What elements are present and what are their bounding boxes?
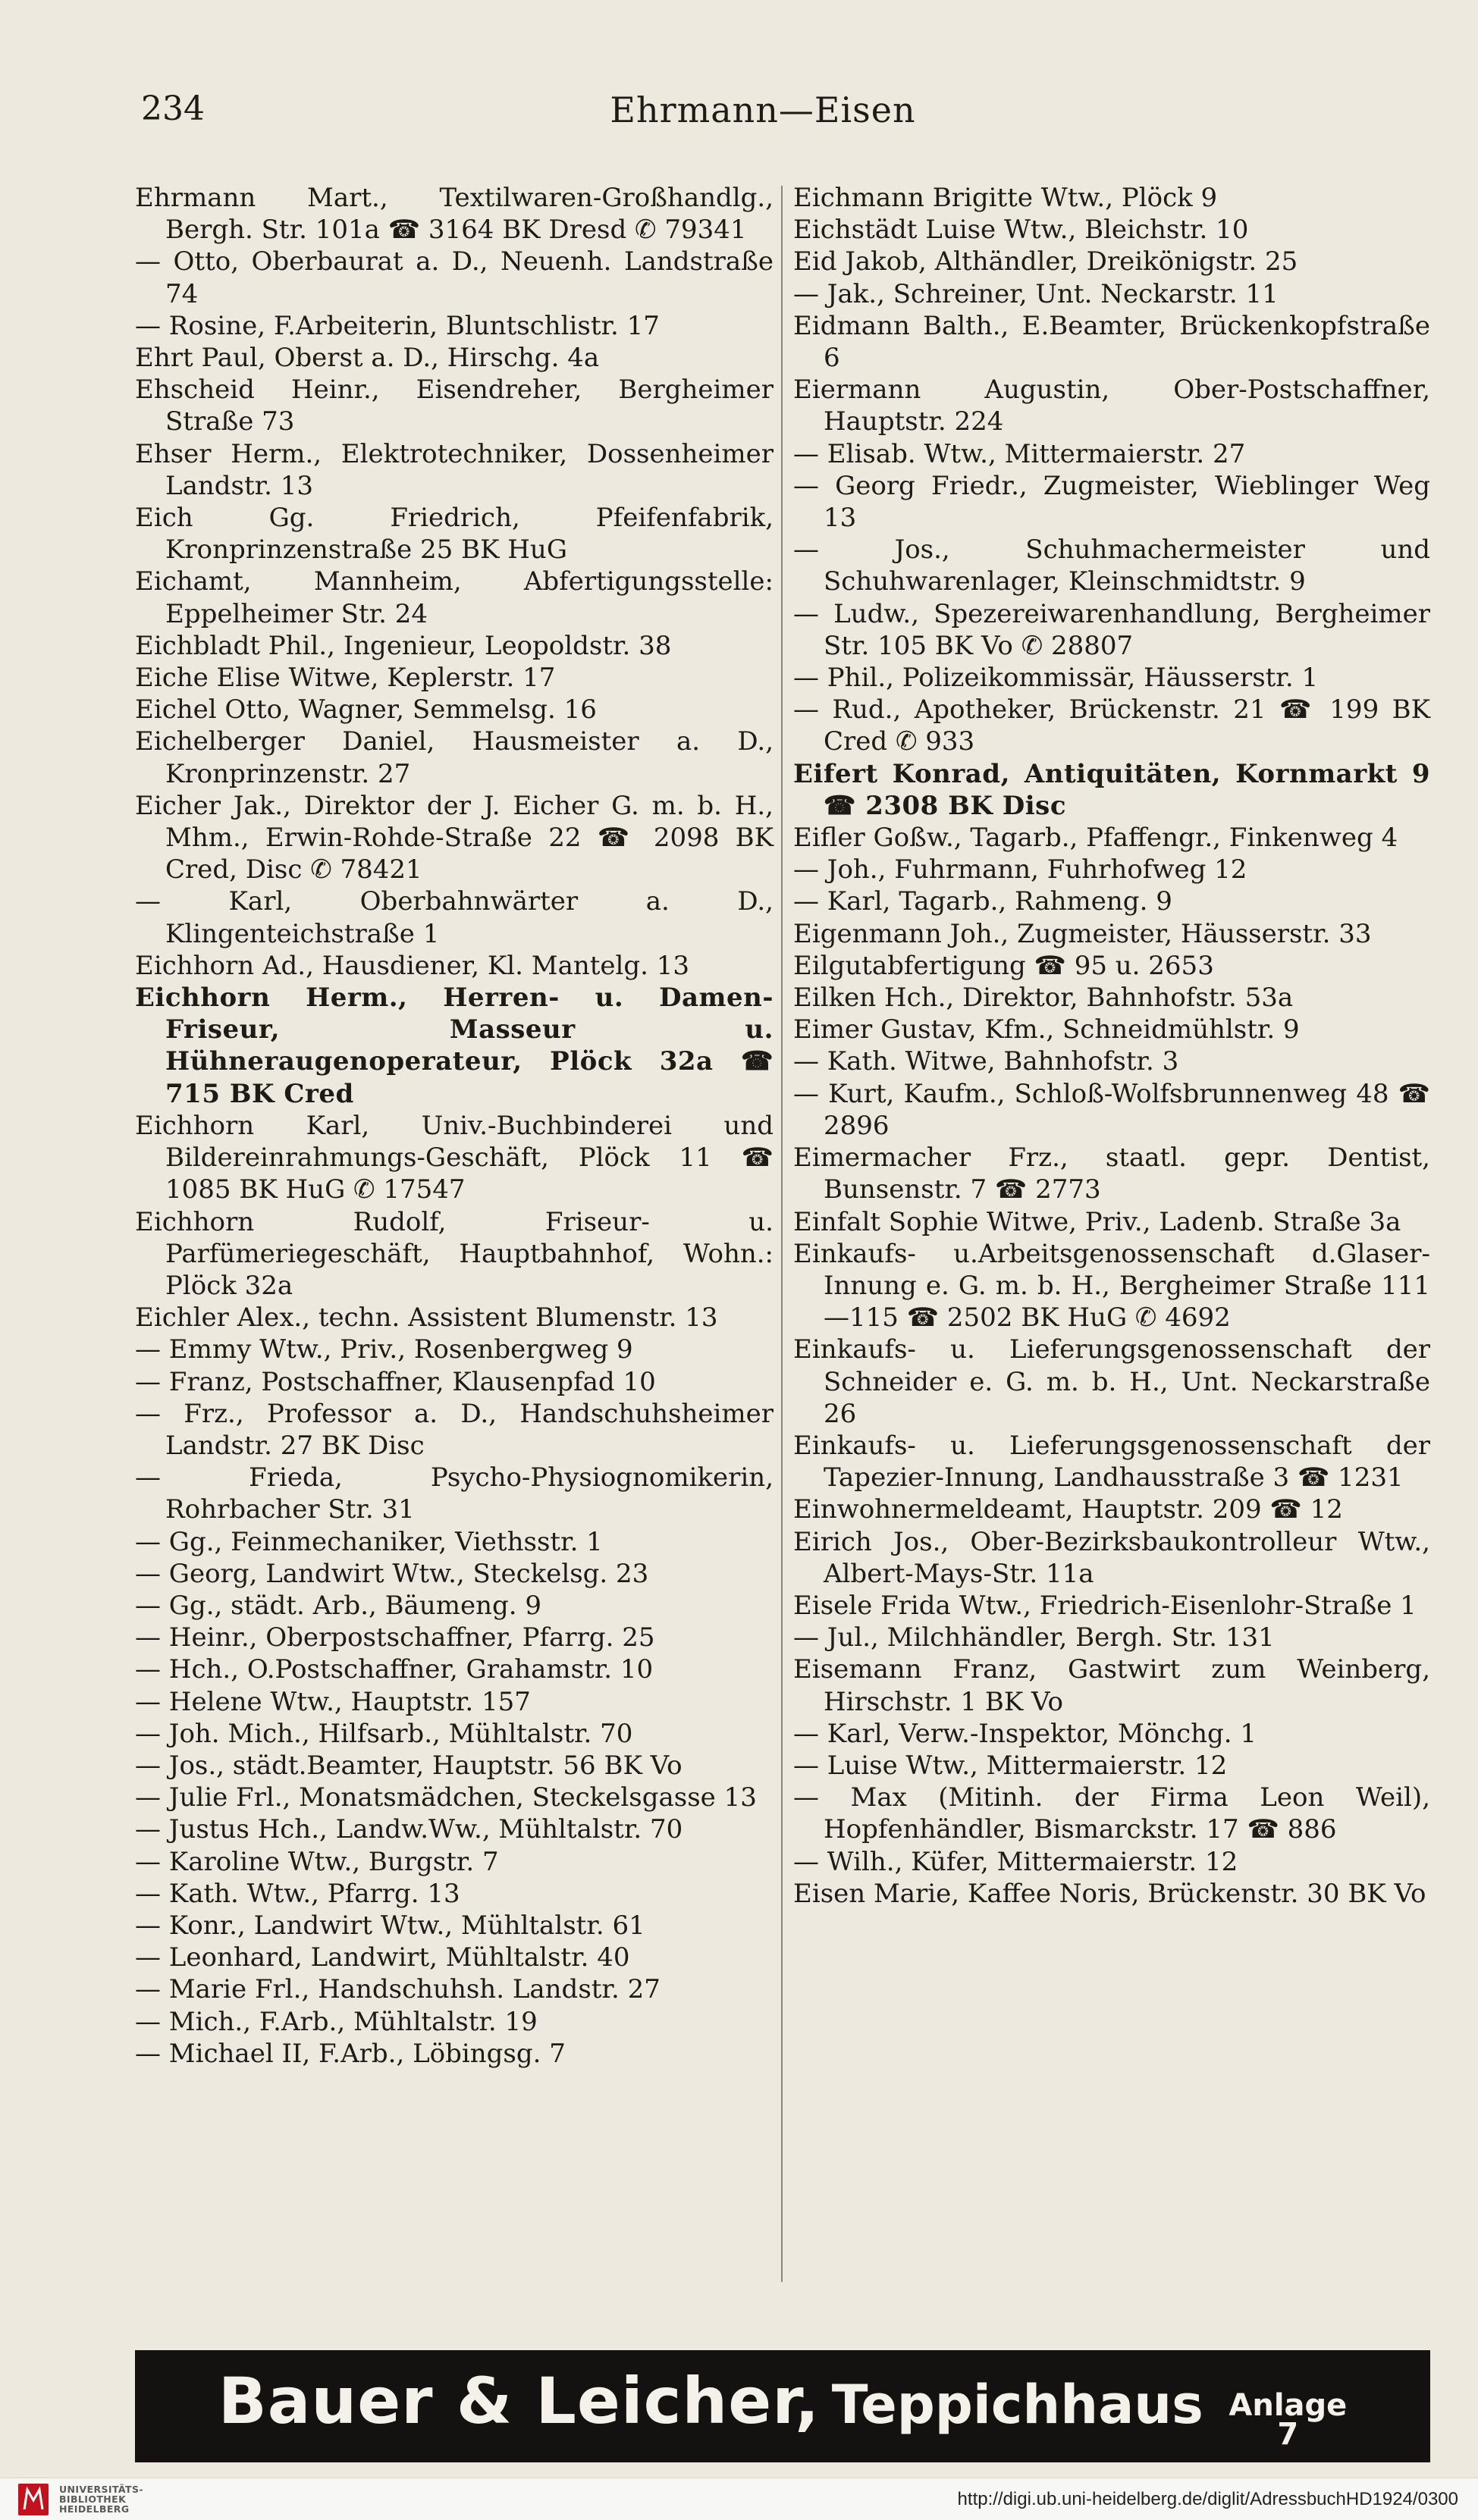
directory-entry: Eichmann Brigitte Wtw., Plöck 9 <box>793 183 1218 213</box>
directory-entry: — Michael II, F.Arb., Löbingsg. 7 <box>135 2038 566 2069</box>
directory-entry: — Ludw., Spezereiwarenhandlung, Bergheimer Str. 105 BK Vo ✆ 28807 <box>793 598 1430 661</box>
directory-entry: — Joh., Fuhrmann, Fuhrhofweg 12 <box>793 854 1247 885</box>
library-name <box>59 2484 143 2514</box>
annex-number: 7 <box>1277 2416 1299 2452</box>
directory-entry: Einfalt Sophie Witwe, Priv., Ladenb. Straße 3a <box>793 1206 1401 1237</box>
directory-entry: Eimer Gustav, Kfm., Schneidmühlstr. 9 <box>793 1014 1300 1045</box>
directory-entry: — Karl, Tagarb., Rahmeng. 9 <box>793 886 1172 917</box>
directory-entry: — Mich., F.Arb., Mühltalstr. 19 <box>135 2006 538 2037</box>
directory-entry: — Konr., Landwirt Wtw., Mühltalstr. 61 <box>135 1910 645 1941</box>
directory-entry: — Joh. Mich., Hilfsarb., Mühltalstr. 70 <box>135 1718 633 1749</box>
right-column <box>793 182 1430 1910</box>
directory-entry: Eilgutabfertigung ☎ 95 u. 2653 <box>793 950 1214 981</box>
directory-entry: Eigenmann Joh., Zugmeister, Häusserstr. 33 <box>793 918 1372 949</box>
directory-entry: — Otto, Oberbaurat a. D., Neuenh. Landstraße 74 <box>135 246 774 309</box>
directory-entry: Ehser Herm., Elektrotechniker, Dossenheimer Landstr. 13 <box>135 438 774 501</box>
directory-entry: — Karl, Oberbahnwärter a. D., Klingenteichstraße 1 <box>135 886 774 949</box>
directory-entry: — Frz., Professor a. D., Handschuhsheimer Landstr. 27 BK Disc <box>135 1398 774 1461</box>
directory-entry: — Wilh., Küfer, Mittermaierstr. 12 <box>793 1846 1238 1877</box>
directory-entry: Eichler Alex., techn. Assistent Blumenstr. 13 <box>135 1302 718 1334</box>
directory-entry: Ehrmann Mart., Textilwaren-Großhandlg., Bergh. Str. 101a ☎ 3164 BK Dresd ✆ 79341 <box>135 183 774 246</box>
page-header <box>141 89 1385 143</box>
directory-entry: — Franz, Postschaffner, Klausenpfad 10 <box>135 1366 656 1397</box>
directory-entry: Eichhorn Ad., Hausdiener, Kl. Mantelg. 13 <box>135 950 690 981</box>
directory-entry: — Georg, Landwirt Wtw., Steckelsg. 23 <box>135 1558 649 1589</box>
directory-entry: — Georg Friedr., Zugmeister, Wieblinger Weg 13 <box>793 470 1430 534</box>
directory-entry: Eisemann Franz, Gastwirt zum Weinberg, Hirschstr. 1 BK Vo <box>793 1654 1430 1717</box>
directory-entry: — Rud., Apotheker, Brückenstr. 21 ☎ 199 BK Cred ✆ 933 <box>793 694 1430 757</box>
directory-entry: — Gg., Feinmechaniker, Viethsstr. 1 <box>135 1526 603 1557</box>
library-line: BIBLIOTHEK <box>59 2493 127 2505</box>
directory-entry: — Karoline Wtw., Burgstr. 7 <box>135 1846 499 1877</box>
directory-entry: — Phil., Polizeikommissär, Häusserstr. 1 <box>793 663 1319 694</box>
directory-entry: Eichstädt Luise Wtw., Bleichstr. 10 <box>793 215 1249 246</box>
directory-entry: Eifert Konrad, Antiquitäten, Kornmarkt 9 ☎ 2308 BK Disc <box>793 758 1430 821</box>
directory-entry: — Helene Wtw., Hauptstr. 157 <box>135 1686 531 1717</box>
directory-entry: Eichhorn Herm., Herren- u. Damen-Friseur, Masseur u. Hühneraugenoperateur, Plöck 32a ☎ 715 BK Cred <box>135 983 774 1109</box>
directory-entry: Eichhorn Karl, Univ.-Buchbinderei und Bildereinrahmungs-Geschäft, Plöck 11 ☎ 1085 BK HuG ✆ 17547 <box>135 1110 774 1205</box>
page-title: Ehrmann—Eisen <box>610 89 916 130</box>
advertisement-banner <box>135 2350 1430 2462</box>
source-url-link[interactable]: http://digi.ub.uni-heidelberg.de/diglit/AdressbuchHD1924/0300 <box>957 2489 1458 2509</box>
library-seal-icon <box>17 2482 50 2517</box>
library-line: HEIDELBERG <box>59 2503 130 2515</box>
annex-reference <box>1229 2387 1348 2452</box>
directory-entry: — Emmy Wtw., Priv., Rosenbergweg 9 <box>135 1334 633 1365</box>
directory-entry: — Kath. Wtw., Pfarrg. 13 <box>135 1878 460 1909</box>
directory-entry: Eidmann Balth., E.Beamter, Brückenkopfstraße 6 <box>793 310 1430 374</box>
directory-entry: — Frieda, Psycho-Physiognomikerin, Rohrbacher Str. 31 <box>135 1462 774 1525</box>
directory-entry: — Marie Frl., Handschuhsh. Landstr. 27 <box>135 1974 661 2005</box>
directory-entry: Einkaufs- u. Lieferungsgenossenschaft der Tapezier-Innung, Landhausstraße 3 ☎ 1231 <box>793 1430 1430 1494</box>
left-column <box>135 182 774 2070</box>
directory-entry: Eichamt, Mannheim, Abfertigungsstelle: Eppelheimer Str. 24 <box>135 566 774 629</box>
directory-entry: — Jos., Schuhmachermeister und Schuhwarenlager, Kleinschmidtstr. 9 <box>793 534 1430 597</box>
directory-entry: Eiermann Augustin, Ober-Postschaffner, Hauptstr. 224 <box>793 375 1430 437</box>
directory-entry: Einkaufs- u.Arbeitsgenossenschaft d.Glaser-Innung e. G. m. b. H., Bergheimer Straße 111—115 ☎ 2502 BK HuG ✆ 4692 <box>793 1238 1430 1334</box>
directory-entry: — Justus Hch., Landw.Ww., Mühltalstr. 70 <box>135 1814 683 1845</box>
directory-entry: Eimermacher Frz., staatl. gepr. Dentist, Bunsenstr. 7 ☎ 2773 <box>793 1142 1430 1205</box>
directory-entry: Eirich Jos., Ober-Bezirksbaukontrolleur Wtw., Albert-Mays-Str. 11a <box>793 1526 1430 1589</box>
directory-entry: Einkaufs- u. Lieferungsgenossenschaft der Schneider e. G. m. b. H., Unt. Neckarstraße 26 <box>793 1334 1430 1429</box>
directory-entry: — Leonhard, Landwirt, Mühltalstr. 40 <box>135 1942 630 1973</box>
directory-entry: — Julie Frl., Monatsmädchen, Steckelsgasse 13 <box>135 1782 757 1813</box>
directory-entry: Eid Jakob, Althändler, Dreikönigstr. 25 <box>793 246 1298 277</box>
annex-label: Anlage <box>1229 2387 1348 2423</box>
directory-entry: Eich Gg. Friedrich, Pfeifenfabrik, Kronprinzenstraße 25 BK HuG <box>135 503 774 566</box>
directory-entry: — Heinr., Oberpostschaffner, Pfarrg. 25 <box>135 1622 655 1653</box>
directory-entry: Eichhorn Rudolf, Friseur- u. Parfümeriegeschäft, Hauptbahnhof, Wohn.: Plöck 32a <box>135 1206 774 1301</box>
directory-entry: — Gg., städt. Arb., Bäumeng. 9 <box>135 1590 541 1621</box>
directory-entry: — Kath. Witwe, Bahnhofstr. 3 <box>793 1046 1179 1077</box>
directory-entry: Eifler Goßw., Tagarb., Pfaffengr., Finkenweg 4 <box>793 823 1398 854</box>
directory-entry: Eiche Elise Witwe, Keplerstr. 17 <box>135 663 556 694</box>
directory-entry: — Hch., O.Postschaffner, Grahamstr. 10 <box>135 1654 654 1685</box>
page-number: 234 <box>141 89 205 128</box>
directory-entry: — Max (Mitinh. der Firma Leon Weil), Hopfenhändler, Bismarckstr. 17 ☎ 886 <box>793 1782 1430 1845</box>
footer-bar <box>0 2478 1478 2520</box>
advertiser-business: Teppichhaus <box>831 2374 1203 2437</box>
directory-entry: Eichbladt Phil., Ingenieur, Leopoldstr. 38 <box>135 630 672 661</box>
directory-entry: — Luise Wtw., Mittermaierstr. 12 <box>793 1750 1228 1781</box>
directory-entry: Eichel Otto, Wagner, Semmelsg. 16 <box>135 694 597 726</box>
directory-entry: Eicher Jak., Direktor der J. Eicher G. m. b. H., Mhm., Erwin-Rohde-Straße 22 ☎ 2098 BK Cred, Disc ✆ 78421 <box>135 790 774 885</box>
library-line: UNIVERSITÄTS- <box>59 2484 143 2495</box>
directory-entry: — Karl, Verw.-Inspektor, Mönchg. 1 <box>793 1718 1257 1749</box>
advertiser-name: Bauer & Leicher, <box>218 2364 821 2439</box>
column-divider <box>781 186 783 2282</box>
directory-entry: — Elisab. Wtw., Mittermaierstr. 27 <box>793 438 1246 469</box>
directory-entry: — Jak., Schreiner, Unt. Neckarstr. 11 <box>793 278 1279 309</box>
directory-entry: — Kurt, Kaufm., Schloß-Wolfsbrunnenweg 48 ☎ 2896 <box>793 1078 1430 1141</box>
advertisement-text <box>218 2364 1348 2452</box>
directory-entry: Ehscheid Heinr., Eisendreher, Bergheimer Straße 73 <box>135 375 774 437</box>
directory-entry: — Jos., städt.Beamter, Hauptstr. 56 BK Vo <box>135 1750 683 1781</box>
directory-entry: — Rosine, F.Arbeiterin, Bluntschlistr. 17 <box>135 310 660 341</box>
directory-entry: Eisen Marie, Kaffee Noris, Brückenstr. 30 BK Vo <box>793 1878 1426 1909</box>
directory-entry: Eichelberger Daniel, Hausmeister a. D., Kronprinzenstr. 27 <box>135 726 774 789</box>
directory-entry: Einwohnermeldeamt, Hauptstr. 209 ☎ 12 <box>793 1494 1343 1525</box>
directory-entry: — Jul., Milchhändler, Bergh. Str. 131 <box>793 1622 1275 1653</box>
directory-entry: Eisele Frida Wtw., Friedrich-Eisenlohr-Straße 1 <box>793 1590 1417 1621</box>
directory-entry: Eilken Hch., Direktor, Bahnhofstr. 53a <box>793 983 1294 1014</box>
directory-entry: Ehrt Paul, Oberst a. D., Hirschg. 4a <box>135 343 600 374</box>
